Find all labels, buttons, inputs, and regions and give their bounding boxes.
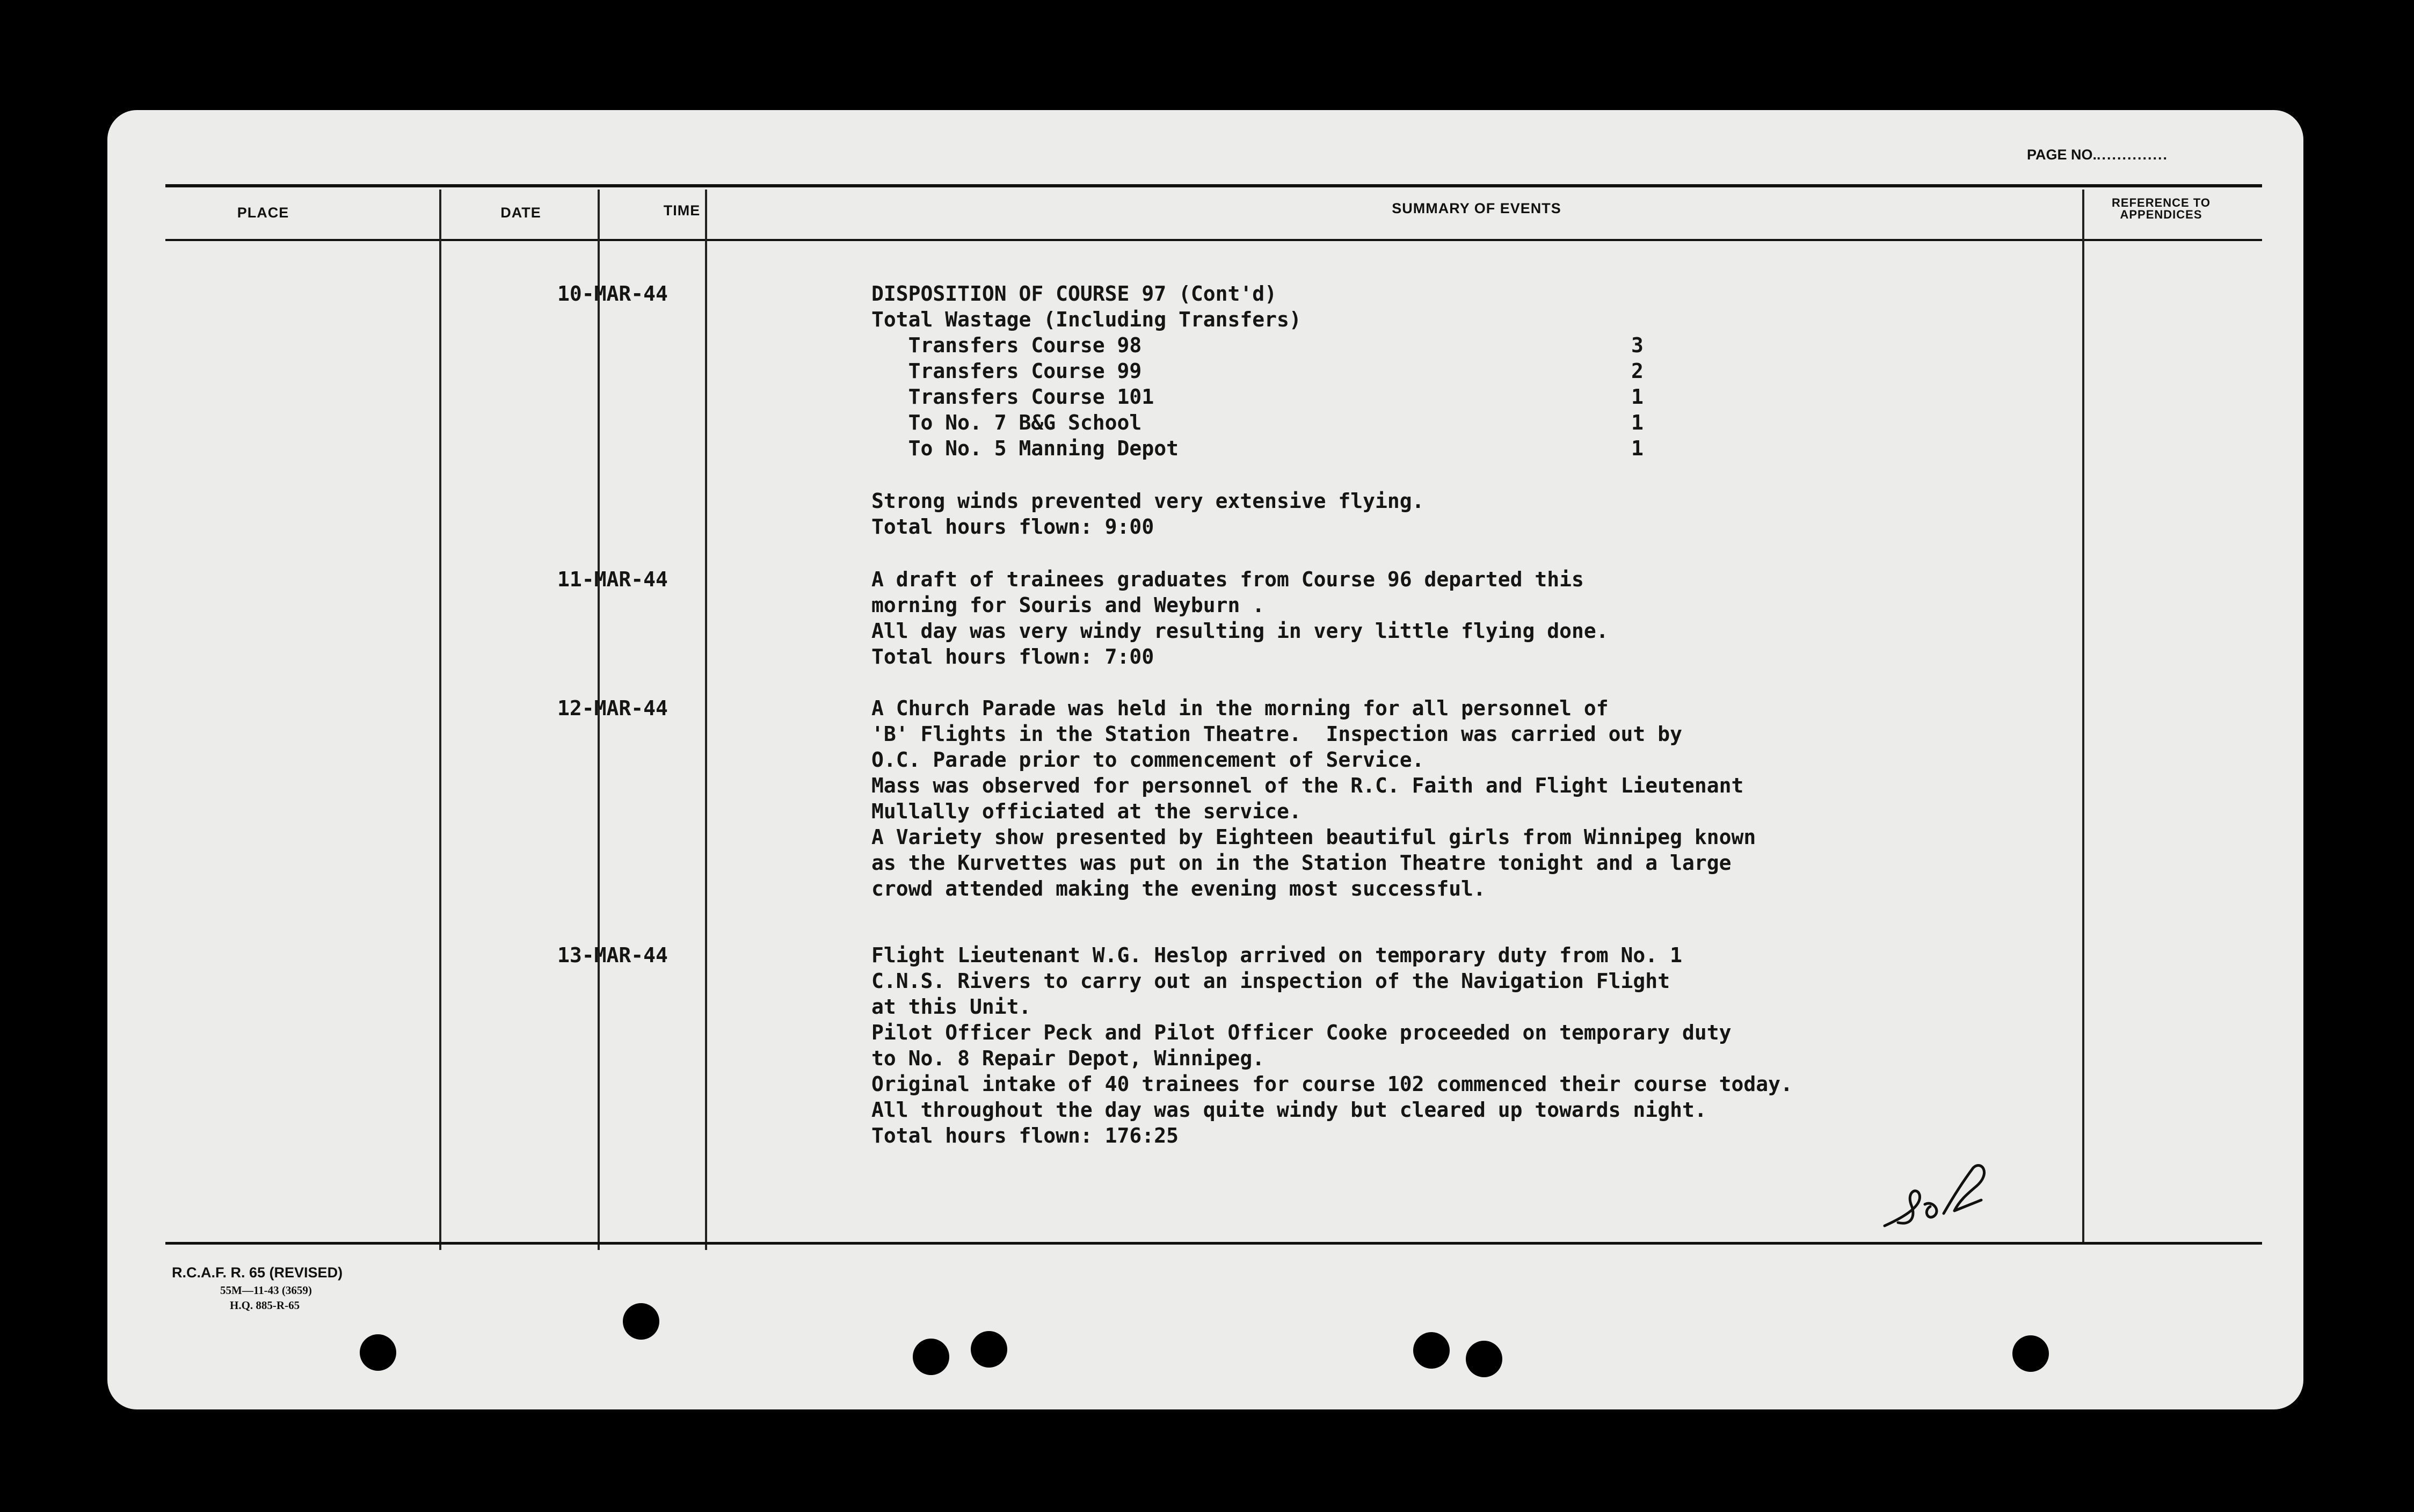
entry-line: Transfers Course 98 — [871, 333, 1142, 357]
form-code: 55M—11-43 (3659) — [220, 1284, 312, 1297]
col-header-time: TIME — [663, 202, 701, 219]
page-number: PAGE NO............... — [2027, 147, 2169, 163]
entry-line: A Church Parade was held in the morning for all personnel of — [871, 696, 1609, 720]
form-name: R.C.A.F. R. 65 (REVISED) — [172, 1264, 343, 1281]
wastage-count: 1 — [1631, 437, 1644, 460]
entry-line: Mullally officiated at the service. — [871, 799, 1301, 823]
entry-line: A draft of trainees graduates from Course 96 departed this — [871, 568, 1584, 591]
entry-line: at this Unit. — [871, 995, 1031, 1019]
page-no-label: PAGE NO. — [2027, 147, 2097, 163]
entry-line: DISPOSITION OF COURSE 97 (Cont'd) — [871, 282, 1277, 306]
entry-line: All day was very windy resulting in very little flying done. — [871, 619, 1609, 643]
entry-line: Transfers Course 99 — [871, 359, 1142, 383]
ref-header-line1: REFERENCE TO — [2112, 196, 2211, 209]
entry-line: morning for Souris and Weyburn . — [871, 593, 1265, 617]
wastage-count: 1 — [1631, 385, 1644, 409]
header-bottom-rule — [165, 239, 2262, 241]
entry-line: C.N.S. Rivers to carry out an inspection of the Navigation Flight — [871, 969, 1670, 993]
col-header-reference — [2083, 197, 2239, 221]
punch-hole — [913, 1339, 949, 1375]
entry-line: Pilot Officer Peck and Pilot Officer Cooke proceeded on temporary duty — [871, 1021, 1732, 1044]
entry-date: 13-MAR-44 — [557, 943, 668, 967]
wastage-count: 1 — [1631, 411, 1644, 434]
punch-hole — [1413, 1332, 1450, 1369]
entry-line: To No. 7 B&G School — [871, 411, 1142, 434]
punch-hole — [360, 1334, 396, 1371]
punch-hole — [971, 1331, 1007, 1368]
punch-hole — [623, 1303, 659, 1340]
summary-reference-divider — [2082, 190, 2084, 1242]
signature-initials — [1874, 1162, 2013, 1243]
entry-date: 10-MAR-44 — [557, 282, 668, 306]
col-header-summary: SUMMARY OF EVENTS — [1392, 200, 1561, 216]
entry-line: as the Kurvettes was put on in the Station Theatre tonight and a large — [871, 851, 1732, 875]
entry-line: A Variety show presented by Eighteen beautiful girls from Winnipeg known — [871, 825, 1756, 849]
entry-line: Strong winds prevented very extensive flying. — [871, 489, 1424, 513]
place-date-divider — [439, 190, 441, 1250]
entry-line: Mass was observed for personnel of the R.C. Faith and Flight Lieutenant — [871, 774, 1744, 797]
entry-line: to No. 8 Repair Depot, Winnipeg. — [871, 1046, 1265, 1070]
wastage-count: 3 — [1631, 333, 1644, 357]
ref-header-line2: APPENDICES — [2120, 208, 2202, 221]
punch-hole — [2012, 1335, 2049, 1372]
entry-line: Total hours flown: 7:00 — [871, 645, 1154, 668]
col-header-place: PLACE — [237, 205, 289, 221]
entry-line: O.C. Parade prior to commencement of Service. — [871, 748, 1424, 772]
punch-hole — [1466, 1341, 1502, 1377]
header-top-rule — [165, 184, 2262, 187]
entry-line: Transfers Course 101 — [871, 385, 1154, 409]
hq-reference: H.Q. 885-R-65 — [230, 1299, 300, 1312]
entry-line: Total hours flown: 176:25 — [871, 1124, 1179, 1147]
col-header-date: DATE — [500, 205, 541, 221]
wastage-count: 2 — [1631, 359, 1644, 383]
entry-line: Flight Lieutenant W.G. Heslop arrived on temporary duty from No. 1 — [871, 943, 1682, 967]
entry-date: 11-MAR-44 — [557, 568, 668, 591]
entry-line: All throughout the day was quite windy but cleared up towards night. — [871, 1098, 1707, 1122]
entry-line: 'B' Flights in the Station Theatre. Inspection was carried out by — [871, 722, 1682, 746]
entry-line: Original intake of 40 trainees for course 102 commenced their course today. — [871, 1072, 1793, 1096]
record-card — [107, 110, 2303, 1409]
entry-line: Total hours flown: 9:00 — [871, 515, 1154, 539]
entry-line: To No. 5 Manning Depot — [871, 437, 1179, 460]
entry-line: crowd attended making the evening most successful. — [871, 877, 1486, 900]
entry-line: Total Wastage (Including Transfers) — [871, 308, 1301, 331]
entry-date: 12-MAR-44 — [557, 696, 668, 720]
time-summary-divider — [705, 190, 707, 1250]
